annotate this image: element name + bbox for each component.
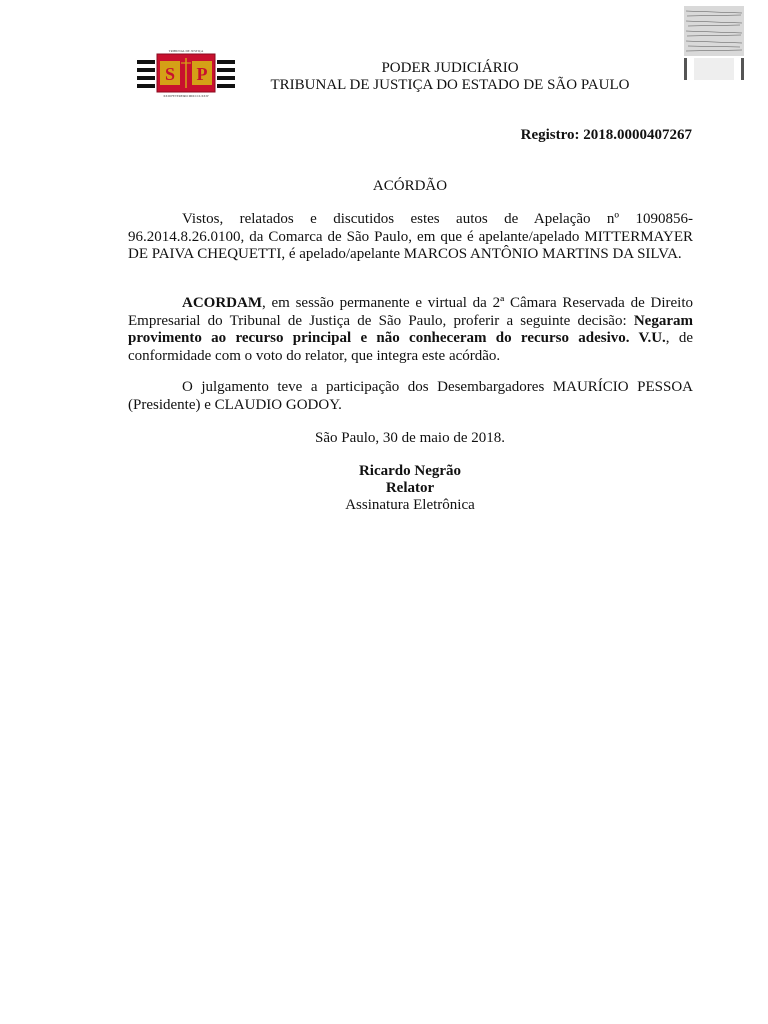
registro-number: Registro: 2018.0000407267 <box>520 127 692 143</box>
place-date: São Paulo, 30 de maio de 2018. <box>315 430 505 446</box>
signature-note: Assinatura Eletrônica <box>345 497 475 513</box>
logo-letter-right: P <box>196 64 208 84</box>
header-line-1: PODER JUDICIÁRIO <box>381 60 519 76</box>
paragraph-vistos-text: Vistos, relatados e discutidos estes autos de Apelação nº 1090856-96.2014.8.26.0100, da Comarca de São Paulo, em que é apelante/apelado MITTERMAYER DE PAIVA CHEQUETTI, é apelado/apelante MARCOS ANTÔNIO MARTINS DA SILVA. <box>128 211 693 262</box>
logo-letter-left: S <box>164 64 176 84</box>
acordam-lead: ACORDAM <box>182 295 262 311</box>
paragraph-julgamento-text: O julgamento teve a participação dos Desembargadores MAURÍCIO PESSOA (Presidente) e CLAUDIO GODOY. <box>128 379 693 413</box>
barcode-stamp-icon <box>684 6 744 80</box>
logo-bottom-text: XXIII FEVEREIRO MDCCCLXXIV <box>163 94 209 98</box>
header-line-2: TRIBUNAL DE JUSTIÇA DO ESTADO DE SÃO PAULO <box>270 77 630 93</box>
acordam-text-2: , de conformidade com o voto do relator, que integra este acórdão. <box>128 330 693 364</box>
document-header <box>240 60 660 94</box>
paragraph-julgamento <box>128 379 693 414</box>
logo-top-text: TRIBUNAL DE JUSTIÇA <box>168 49 204 53</box>
acordam-text-1: , em sessão permanente e virtual da 2ª Câmara Reservada de Direito Empresarial do Tribunal de Justiça de São Paulo, proferir a seguinte decisão: <box>128 295 693 329</box>
signature-role: Relator <box>385 480 435 496</box>
paragraph-acordam <box>128 295 693 365</box>
paragraph-vistos <box>128 211 693 264</box>
court-logo-icon <box>137 48 235 98</box>
document-title: ACÓRDÃO <box>372 178 448 194</box>
signature-name: Ricardo Negrão <box>358 463 462 479</box>
acordam-decision: Negaram provimento ao recurso principal e não conheceram do recurso adesivo. V.U. <box>128 312 693 346</box>
